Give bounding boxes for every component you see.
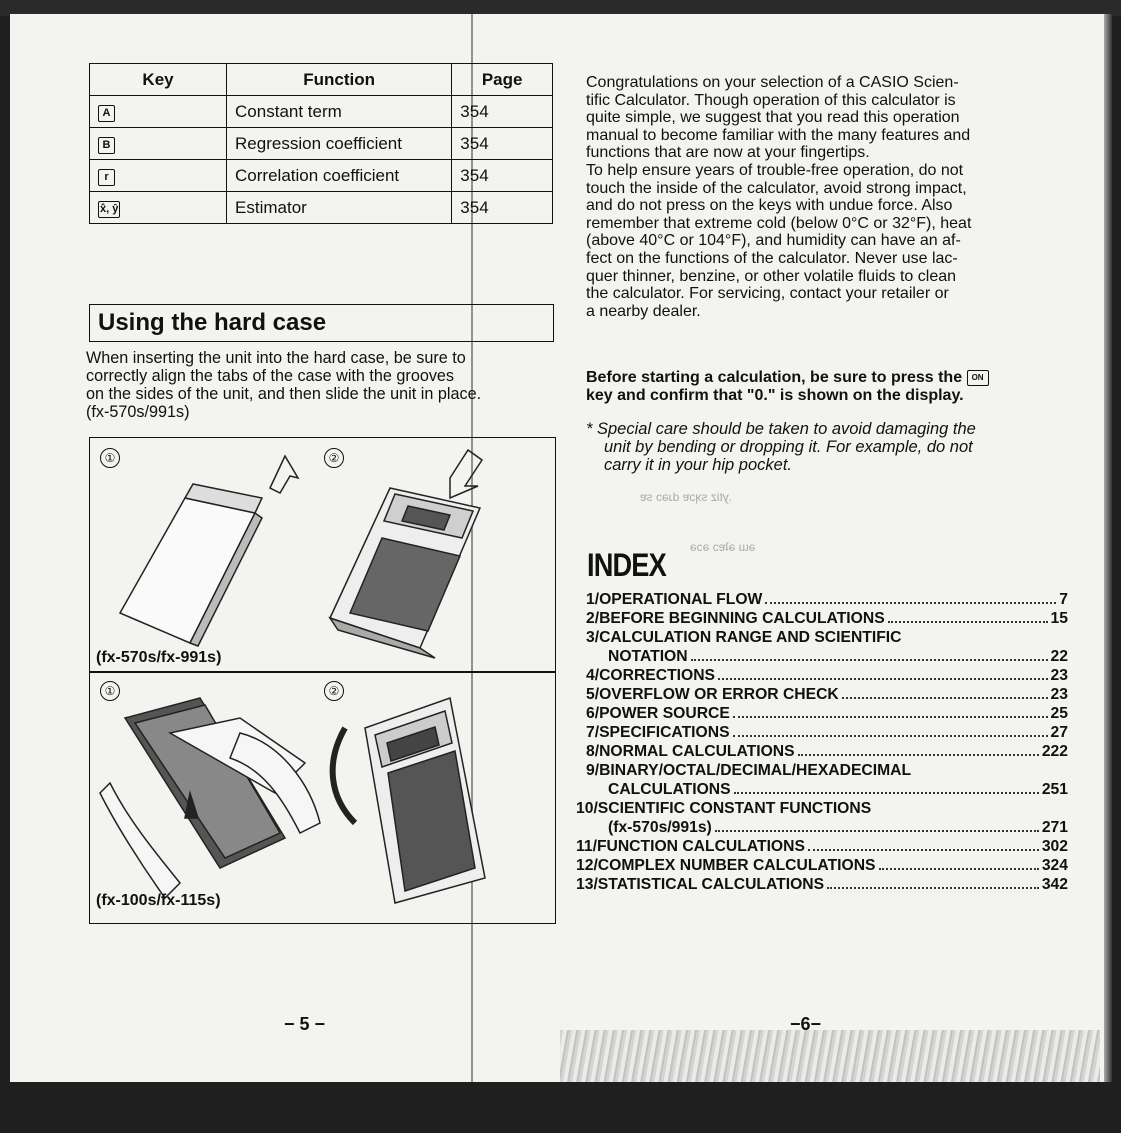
key-cap-estimator: x̂, ŷ bbox=[98, 201, 120, 218]
intro-line: remember that extreme cold (below 0°C or 32°F), heat bbox=[586, 214, 972, 232]
hand-opening-case-illustration bbox=[100, 698, 320, 898]
care-line: * Special care should be taken to avoid damaging the bbox=[586, 420, 976, 438]
header-function: Function bbox=[227, 64, 452, 96]
intro-paragraph bbox=[586, 74, 1070, 320]
table-header-row bbox=[90, 64, 553, 96]
case-illustration-top bbox=[90, 438, 555, 671]
paragraph-line: correctly align the tabs of the case with the grooves bbox=[86, 367, 455, 385]
index-item: 4/CORRECTIONS 23 bbox=[586, 667, 1068, 684]
paragraph-line: When inserting the unit into the hard case, be sure to bbox=[86, 349, 466, 367]
index-item: (fx-570s/991s) 271 bbox=[608, 819, 1068, 836]
page-number-left: − 5 − bbox=[284, 1014, 326, 1034]
index-item: CALCULATIONS 251 bbox=[608, 781, 1068, 798]
key-cap-a: A bbox=[98, 105, 115, 122]
paragraph-line: on the sides of the unit, and then slide the unit in place. bbox=[86, 385, 482, 403]
intro-line: the calculator. For servicing, contact your retailer or bbox=[586, 285, 949, 303]
show-through-text: .ytiz sʞɔɐ dɹǝɔ sɐ bbox=[640, 490, 733, 504]
table-row bbox=[90, 192, 553, 224]
intro-line: quer thinner, benzine, or other volatile fluids to clean bbox=[586, 267, 957, 285]
care-line: carry it in your hip pocket. bbox=[604, 456, 792, 474]
key-cell bbox=[90, 128, 227, 160]
step-number-1b: ① bbox=[100, 681, 120, 701]
index-item: NOTATION 22 bbox=[608, 648, 1068, 665]
key-function-table bbox=[89, 63, 553, 224]
step-number-1: ① bbox=[100, 448, 120, 468]
function-cell: Estimator bbox=[227, 192, 452, 224]
scan-noise bbox=[560, 1030, 1100, 1082]
index-item: 1/OPERATIONAL FLOW 7 bbox=[586, 591, 1068, 608]
case-illustration-bottom bbox=[90, 673, 555, 923]
before-start-note bbox=[586, 369, 1070, 405]
page-cell: 354 bbox=[452, 160, 553, 192]
before-start-line-2: key and confirm that "0." is shown on the display. bbox=[586, 387, 964, 404]
intro-line: (above 40°C or 104°F), and humidity can have an af- bbox=[586, 232, 961, 250]
step-number-2b: ② bbox=[324, 681, 344, 701]
page-cell: 354 bbox=[452, 96, 553, 128]
caption-fx570s: (fx-570s/fx-991s) bbox=[96, 649, 222, 666]
index-item: 5/OVERFLOW OR ERROR CHECK 23 bbox=[586, 686, 1068, 703]
step-number-2: ② bbox=[324, 448, 344, 468]
key-cap-b: B bbox=[98, 137, 115, 154]
index-item: 3/CALCULATION RANGE AND SCIENTIFIC bbox=[586, 629, 902, 646]
page-cell: 354 bbox=[452, 192, 553, 224]
index-item: 12/COMPLEX NUMBER CALCULATIONS 324 bbox=[576, 857, 1068, 874]
function-cell: Constant term bbox=[227, 96, 452, 128]
index-item: 6/POWER SOURCE 25 bbox=[586, 705, 1068, 722]
table-row bbox=[90, 128, 553, 160]
header-page: Page bbox=[452, 64, 553, 96]
intro-line: To help ensure years of trouble-free operation, do not bbox=[586, 161, 964, 179]
hard-case-figure bbox=[89, 437, 556, 924]
intro-line: a nearby dealer. bbox=[586, 302, 701, 320]
key-cell bbox=[90, 160, 227, 192]
care-line: unit by bending or dropping it. For example, do not bbox=[604, 438, 973, 456]
hard-case-empty-illustration bbox=[120, 484, 262, 646]
scan-right-edge bbox=[1104, 14, 1112, 1082]
intro-line: and do not press on the keys with undue force. Also bbox=[586, 197, 953, 215]
header-key: Key bbox=[90, 64, 227, 96]
arrow-down-icon bbox=[450, 450, 482, 498]
section-title-hard-case: Using the hard case bbox=[89, 304, 554, 342]
intro-line: functions that are now at your fingertips. bbox=[586, 144, 870, 162]
intro-line: manual to become familiar with the many features and bbox=[586, 126, 971, 144]
index-item: 10/SCIENTIFIC CONSTANT FUNCTIONS bbox=[576, 800, 872, 817]
hard-case-paragraph bbox=[86, 349, 561, 421]
key-cell bbox=[90, 192, 227, 224]
index-item: 7/SPECIFICATIONS 27 bbox=[586, 724, 1068, 741]
care-note bbox=[586, 420, 1070, 474]
paragraph-line: (fx-570s/991s) bbox=[86, 403, 190, 421]
function-cell: Correlation coefficient bbox=[227, 160, 452, 192]
key-cap-r: r bbox=[98, 169, 115, 186]
caption-fx100s: (fx-100s/fx-115s) bbox=[96, 892, 221, 909]
index-item: 9/BINARY/OCTAL/DECIMAL/HEXADECIMAL bbox=[586, 762, 912, 779]
table-row bbox=[90, 96, 553, 128]
page-number-right: −6− bbox=[790, 1014, 822, 1034]
table-row bbox=[90, 160, 553, 192]
calculator-in-case-illustration bbox=[330, 488, 480, 658]
function-cell: Regression coefficient bbox=[227, 128, 452, 160]
show-through-text: ǝɯ ǝʇɐɔ ǝɔǝ bbox=[690, 540, 756, 554]
intro-line: tific Calculator. Though operation of this calculator is bbox=[586, 91, 956, 109]
page-cell: 354 bbox=[452, 128, 553, 160]
intro-line: Congratulations on your selection of a CASIO Scien- bbox=[586, 74, 959, 91]
before-start-line-1: Before starting a calculation, be sure to press the ON bbox=[586, 369, 1070, 387]
index-item: 2/BEFORE BEGINNING CALCULATIONS 15 bbox=[586, 610, 1068, 627]
index-item: 13/STATISTICAL CALCULATIONS 342 bbox=[576, 876, 1068, 893]
on-key-icon: ON bbox=[967, 370, 989, 386]
intro-line: touch the inside of the calculator, avoid strong impact, bbox=[586, 179, 967, 197]
index-title: INDEX bbox=[587, 547, 666, 583]
intro-line: quite simple, we suggest that you read this operation bbox=[586, 109, 960, 127]
index-list bbox=[576, 590, 1068, 894]
calculator-lifted-illustration bbox=[333, 698, 485, 903]
index-item: 11/FUNCTION CALCULATIONS 302 bbox=[576, 838, 1068, 855]
arrow-up-icon bbox=[270, 456, 298, 493]
key-cell bbox=[90, 96, 227, 128]
index-item: 8/NORMAL CALCULATIONS 222 bbox=[586, 743, 1068, 760]
intro-line: fect on the functions of the calculator. Never use lac- bbox=[586, 249, 958, 267]
